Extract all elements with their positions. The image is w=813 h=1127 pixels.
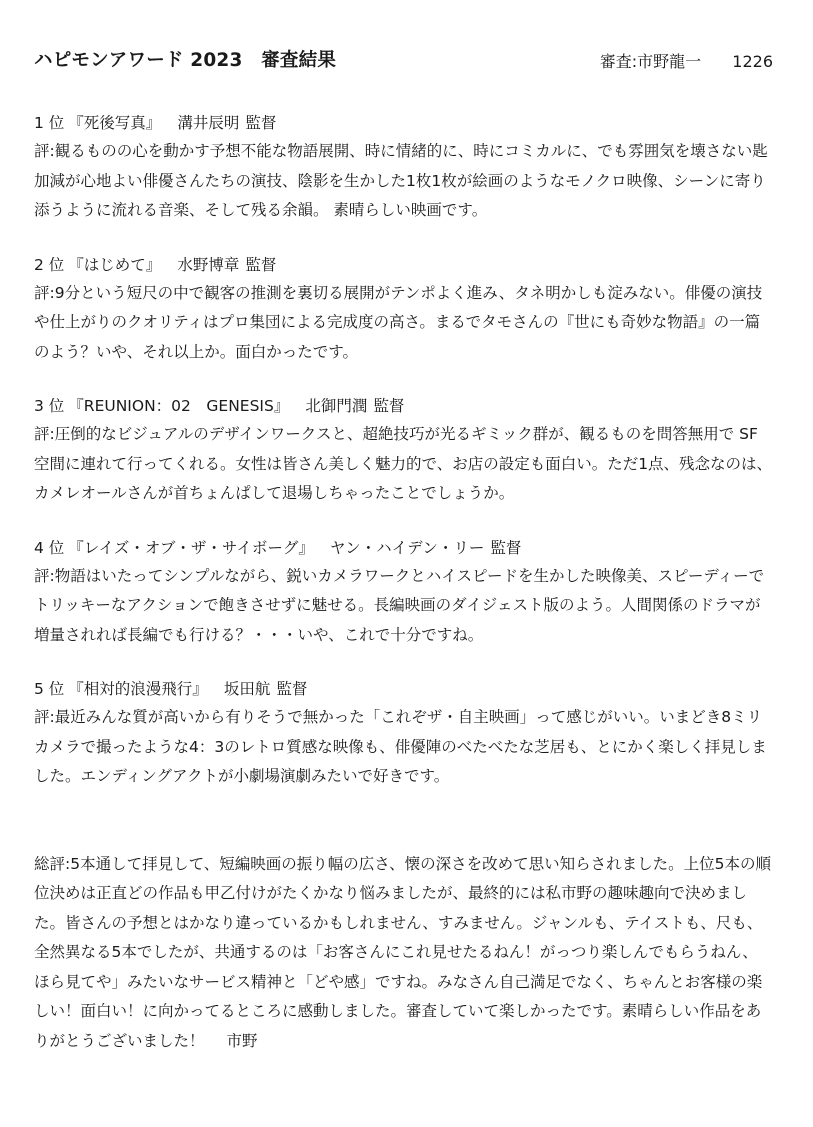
entry-director: 溝井辰明	[177, 114, 240, 132]
entry-heading	[34, 110, 773, 137]
entry-role: 監督	[373, 397, 405, 415]
entry-film-title: 『はじめて』	[68, 255, 162, 274]
entry-film-title: 『相対的浪漫飛行』	[68, 680, 208, 698]
entry-rank: 4 位	[34, 538, 65, 557]
entry-review: 評:観るものの心を動かす予想不能な物語展開、時に情緒的に、時にコミカルに、でも雰囲気を壊さない匙加減が心地よい俳優さんたちの演技、陰影を生かした1枚1枚が絵画のようなモノクロ映像、シーンに寄り添うように流れる音楽、そして残る余韻。 素晴らしい映画です。	[34, 142, 768, 219]
reviewer-name: 審査:市野龍一	[599, 52, 702, 71]
entry-film-title: 『死後写真』	[68, 114, 162, 132]
entry-director: ヤン・ハイデン・リー	[329, 538, 485, 557]
entry-role: 監督	[245, 255, 277, 274]
entry-heading	[34, 393, 773, 420]
entry-role: 監督	[490, 538, 522, 557]
ranking-entry-3	[34, 393, 773, 509]
entry-director: 水野博章	[177, 255, 240, 274]
entry-review: 評:最近みんな質が高いから有りそうで無かった「これぞザ・自主映画」って感じがいい。いまどき8ミリカメラで撮ったような4：3のレトロ質感な映像も、俳優陣のべたべたな芝居も、とにかく楽しく拝見しました。エンディングアクトが小劇場演劇みたいで好きです。	[34, 708, 767, 785]
entry-rank: 5 位	[34, 680, 65, 698]
summary-paragraph	[34, 850, 773, 1057]
overall-summary	[34, 850, 773, 1057]
entry-director: 坂田航	[223, 680, 271, 698]
entry-film-title: 『REUNION：02 GENESIS』	[68, 397, 290, 415]
document-title: ハピモンアワード 2023 審査結果	[34, 50, 337, 71]
entry-film-title: 『レイズ・オブ・ザ・サイボーグ』	[68, 538, 314, 557]
entry-rank: 2 位	[34, 255, 65, 274]
entry-heading	[34, 535, 773, 562]
ranking-entry-4	[34, 535, 773, 651]
entry-review: 評:圧倒的なビジュアルのデザインワークスと、超絶技巧が光るギミック群が、観るものを問答無用で SF 空間に連れて行ってくれる。女性は皆さん美しく魅力的で、お店の設定も面白い。ただ1点、残念なのは、カメレオールさんが首ちょんぱして退場しちゃったことでしょうか。	[34, 425, 773, 502]
entry-role: 監督	[276, 680, 308, 698]
entry-review: 評:物語はいたってシンプルながら、鋭いカメラワークとハイスピードを生かした映像美、スピーディーでトリッキーなアクションで飽きさせずに魅せる。長編映画のダイジェスト版のよう。人間関係のドラマが増量されれば長編でも行ける？・・・いや、これで十分ですね。	[34, 566, 765, 644]
header-meta	[600, 49, 773, 72]
entry-review: 評:9分という短尺の中で観客の推測を裏切る展開がテンポよく進み、タネ明かしも淀みない。俳優の演技や仕上がりのクオリティはプロ集団による完成度の高さ。まるでタモさんの『世にも奇妙な物語』の一篇のよう？いや、それ以上か。面白かったです。	[34, 283, 763, 361]
summary-text: 総評:5本通して拝見して、短編映画の振り幅の広さ、懐の深さを改めて思い知らされました。上位5本の順位決めは正直どの作品も甲乙付けがたくかなり悩みましたが、最終的には私市野の趣味趣向で決めました。皆さんの予想とはかなり違っているかもしれません、すみません。ジャンルも、テイストも、尺も、全然異なる5本でしたが、共通するのは「お客さんにこれ見せたるねん！がっつり楽しんでもらうねん、ほら見てや」みたいなサービス精神と「どや感」ですね。みなさん自己満足でなく、ちゃんとお客様の楽しい！面白い！に向かってるところに感動しました。審査していて楽しかったです。素晴らしい作品をありがとうございました！	[34, 854, 772, 1050]
entry-director: 北御門潤	[305, 397, 368, 415]
entry-heading	[34, 676, 773, 703]
entry-role: 監督	[245, 114, 277, 132]
document-header	[34, 46, 773, 76]
ranking-entry-1	[34, 110, 773, 226]
date-code: 1226	[732, 52, 773, 71]
summary-signature: 市野	[226, 1031, 258, 1050]
ranking-entry-2	[34, 252, 773, 368]
entry-rank: 3 位	[34, 397, 65, 415]
entry-heading	[34, 252, 773, 279]
ranking-entry-5	[34, 676, 773, 792]
entry-rank: 1 位	[34, 114, 65, 132]
